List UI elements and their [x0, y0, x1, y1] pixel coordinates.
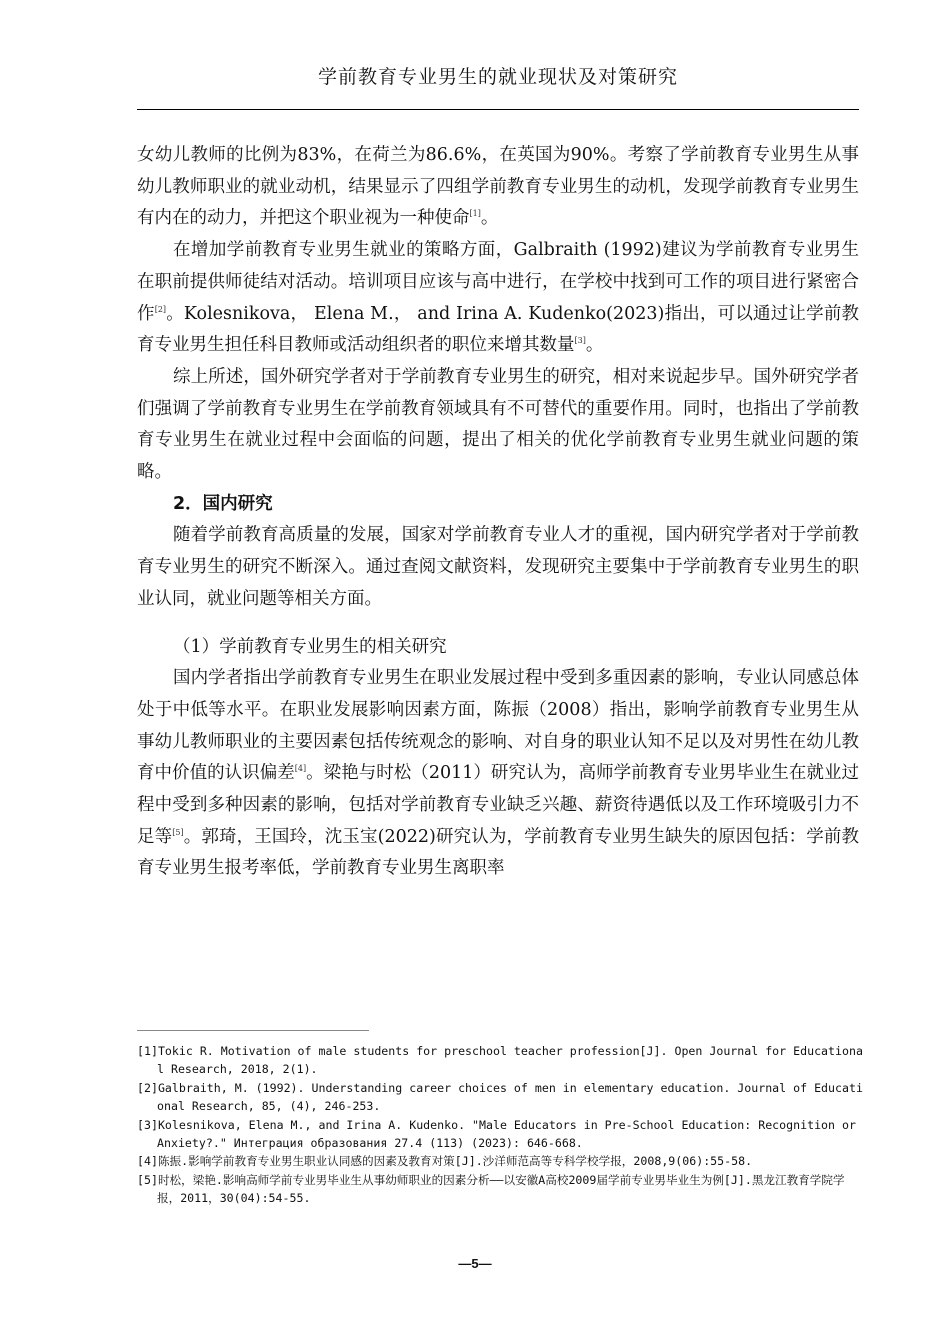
footnote-rule [137, 1030, 369, 1031]
footnote-item: [2]Galbraith, M. (1992). Understanding career choices of men in elementary education. Journal of Educational Research, 85, (4), 246-253. [137, 1080, 863, 1114]
citation-ref[interactable]: [1] [469, 209, 481, 219]
paragraph-5 [137, 663, 859, 885]
page-number: —5— [458, 1256, 492, 1271]
paragraph-text: 国内学者指出学前教育专业男生在职业发展过程中受到多重因素的影响，专业认同感总体处于中低等水平。在职业发展影响因素方面，陈振（2008）指出，影响学前教育专业男生从事幼儿教师职业的主要因素包括传统观念的影响、对自身的职业认知不足以及对男性在幼儿教育中价值的认识偏差 [137, 668, 859, 784]
footnotes [137, 1042, 863, 1208]
paragraph-text: 。郭琦，王国玲，沈玉宝(2022)研究认为，学前教育专业男生缺失的原因包括：学前教育专业男生报考率低，学前教育专业男生离职率 [137, 826, 859, 879]
paragraph-text: 在增加学前教育专业男生就业的策略方面，Galbraith (1992)建议为学前教育专业男生在职前提供师徒结对活动。培训项目应该与高中进行，在学校中找到可工作的项目进行紧密合作 [137, 240, 859, 324]
citation-ref[interactable]: [4] [294, 764, 307, 774]
footnote-item: [3]Kolesnikova, Elena M., and Irina A. Kudenko. "Male Educators in Pre-School Education: Recognition or Anxiety?." Интеграция образования 27.4 (113) (2023): 646-668. [137, 1117, 856, 1151]
footnote-item: [4]陈振.影响学前教育专业男生职业认同感的因素及教育对策[J].沙洋师范高等专科学校学报，2008,9(06):55-58. [137, 1154, 753, 1169]
paragraph-4: 随着学前教育高质量的发展，国家对学前教育专业人才的重视，国内研究学者对于学前教育专业男生的研究不断深入。通过查阅文献资料，发现研究主要集中于学前教育专业男生的职业认同，就业问题等相关方面。 [137, 525, 859, 609]
citation-ref[interactable]: [2] [154, 304, 167, 314]
running-header: 学前教育专业男生的就业现状及对策研究 [317, 66, 678, 88]
footnote-item: [1]Tokic R. Motivation of male students for preschool teacher profession[J]. Open Journal for Educational Research, 2018, 2(1). [137, 1044, 863, 1077]
paragraph-text: 。 [585, 335, 604, 356]
footnote-item: [5]时松，梁艳.影响高师学前专业男毕业生从事幼师职业的因素分析——以安徽A高校2009届学前专业男毕业生为例[J].黑龙江教育学院学报，2011，30(04):54-55. [137, 1172, 845, 1206]
paragraph-text: 。Kolesnikova， Elena M.， and Irina A. Kudenko(2023)指出，可以通过让学前教育专业男生担任科目教师或活动组织者的职位来增其数量 [137, 303, 860, 356]
paragraph-2 [137, 235, 859, 362]
section-heading: 2．国内研究 [173, 493, 273, 514]
paragraph-3: 综上所述，国外研究学者对于学前教育专业男生的研究，相对来说起步早。国外研究学者们强调了学前教育专业男生在学前教育领域具有不可替代的重要作用。同时，也指出了学前教育专业男生在就业过程中会面临的问题，提出了相关的优化学前教育专业男生就业问题的策略。 [137, 366, 859, 483]
citation-ref[interactable]: [5] [172, 827, 184, 837]
citation-ref[interactable]: [3] [574, 336, 586, 346]
subsection-heading: （1）学前教育专业男生的相关研究 [173, 636, 447, 657]
paragraph-1 [137, 140, 859, 235]
paragraph-text: 。梁艳与时松（2011）研究认为，高师学前教育专业男毕业生在就业过程中受到多种因素的影响，包括对学前教育专业缺乏兴趣、薪资待遇低以及工作环境吸引力不足等 [137, 763, 859, 847]
paragraph-text: 女幼儿教师的比例为83%，在荷兰为86.6%，在英国为90%。考察了学前教育专业男生从事幼儿教师职业的就业动机，结果显示了四组学前教育专业男生的动机，发现学前教育专业男生有内在的动力，并把这个职业视为一种使命 [137, 145, 859, 229]
paragraph-text: 。 [480, 208, 499, 229]
header-rule [137, 109, 859, 110]
main-body [137, 140, 859, 885]
